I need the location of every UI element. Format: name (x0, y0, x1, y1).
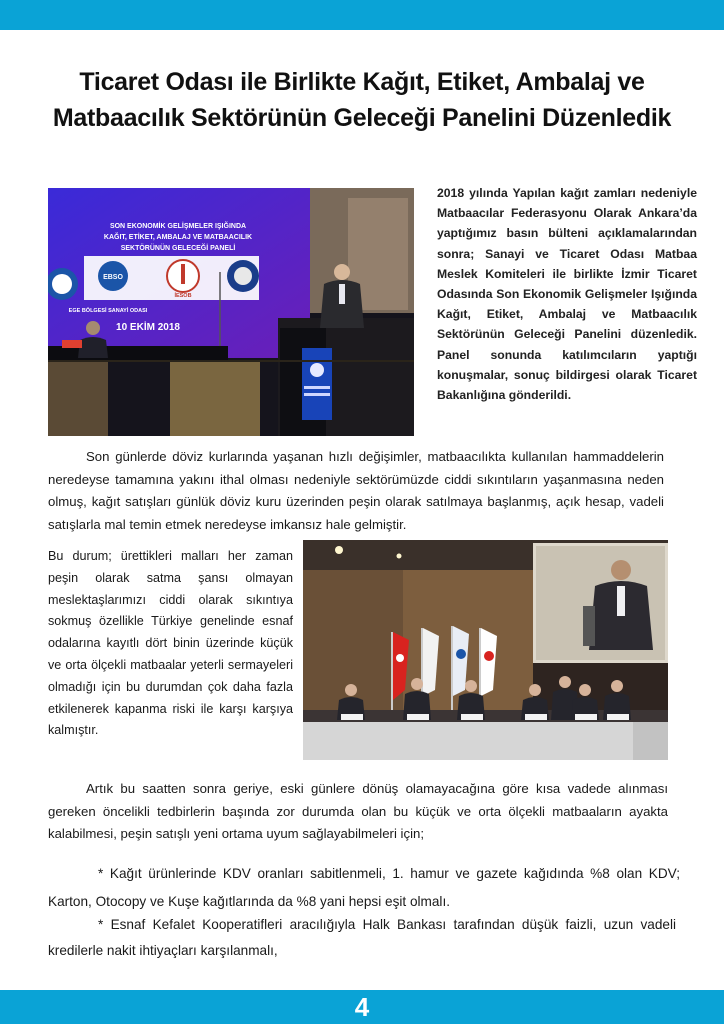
logo-iesob-text: İESOB (174, 293, 192, 299)
panel-table-photo (303, 540, 668, 760)
top-accent-bar (0, 0, 724, 30)
paragraph-measures: Artık bu saatten sonra geriye, eski günlere dönüş olamayacağına göre kısa vadede alınması gereken öncelikli tedbirlerin başında zor durumda olan bu küçük ve orta ölçekli matbaaların ayakta kalabilmesi, peşin satışlı yeni ortama uyum sağlayabilmeleri için; (48, 781, 668, 841)
paragraph-situation: Bu durum; ürettikleri malları her zaman peşin olarak satma şansı olmayan meslektaşlarımızı ciddi olarak sıkıntıya sokmuş özellikle Türkiye genelinde esnaf odalarına kayıtlı dört binin üzerinde küçük ve orta ölçekli matbaalar yeterli sermayeleri olmadığı için bu durumdan çok daha fazla etkilenerek kapanma riski ile karşı karşıya kalmıştır. (48, 549, 293, 738)
screen-line-3: SEKTÖRÜNÜN GELECEĞİ PANELİ (120, 245, 236, 252)
date-text: 10 EKİM 2018 (116, 322, 180, 333)
bullet-vat: * Kağıt ürünlerinde KDV oranları sabitlenmeli, 1. hamur ve gazete kağıdında %8 olan KDV; Karton, Otocopy ve Kuşe kağıtlarında da %8 yani hepsi eşit olmalı. (48, 866, 680, 909)
paragraph-currency: Son günlerde döviz kurlarında yaşanan hızlı değişimler, matbaacılıkta kullanılan hammaddelerin neredeyse tamamına yakını ithal olması nedeniyle sektörümüzde ciddi sıkıntıların yaşanmasına neden olmuş, kağıt satışları günlük döviz kuru üzerinden peşin olarak satılmaya başlanmış, açık hesap, vadeli satışlarla mal temin etmek neredeyse imkansız hale gelmiştir. (48, 449, 664, 532)
caption-org: EGE BÖLGESİ SANAYİ ODASI (68, 308, 148, 314)
screen-line-1: SON EKONOMİK GELİŞMELER IŞIĞINDA (109, 223, 247, 230)
page-number: 4 (354, 991, 370, 1022)
screen-line-2: KAĞIT, ETİKET, AMBALAJ VE MATBAACILIK (103, 234, 253, 241)
intro-paragraph: 2018 yılında Yapılan kağıt zamları nedeniyle Matbaacılar Federasyonu Olarak Ankara’da yaptığımız basın bülteni açıklamalarından sonra; Sanayi ve Ticaret Odası Matbaa Meslek Komiteleri ile birlikte İzmir Ticaret Odasında Son Ekonomik Gelişmeler Işığında Kağıt, Etiket, Ambalaj ve Matbaacılık Sektörünün Geleceği Panelini düzenledik. Panel sonunda katılımcıların yaptığı konuşmalar, sonuç bildirgesi olarak Ticaret Bakanlığına gönderildi. (437, 186, 697, 403)
bullet-credit: * Esnaf Kefalet Kooperatifleri aracılığıyla Halk Bankası tarafından düşük faizli, uzun vadeli kredilerle nakit ihtiyaçları karşılanmalı, (48, 917, 676, 958)
page-title: Ticaret Odası ile Birlikte Kağıt, Etiket, Ambalaj ve Matbaacılık Sektörünün Geleceği Panelini Düzenledik (52, 68, 672, 132)
bottom-accent-bar (0, 990, 724, 1024)
panel-stage-photo (48, 188, 414, 436)
logo-ebso-text: EBSO (103, 274, 123, 281)
